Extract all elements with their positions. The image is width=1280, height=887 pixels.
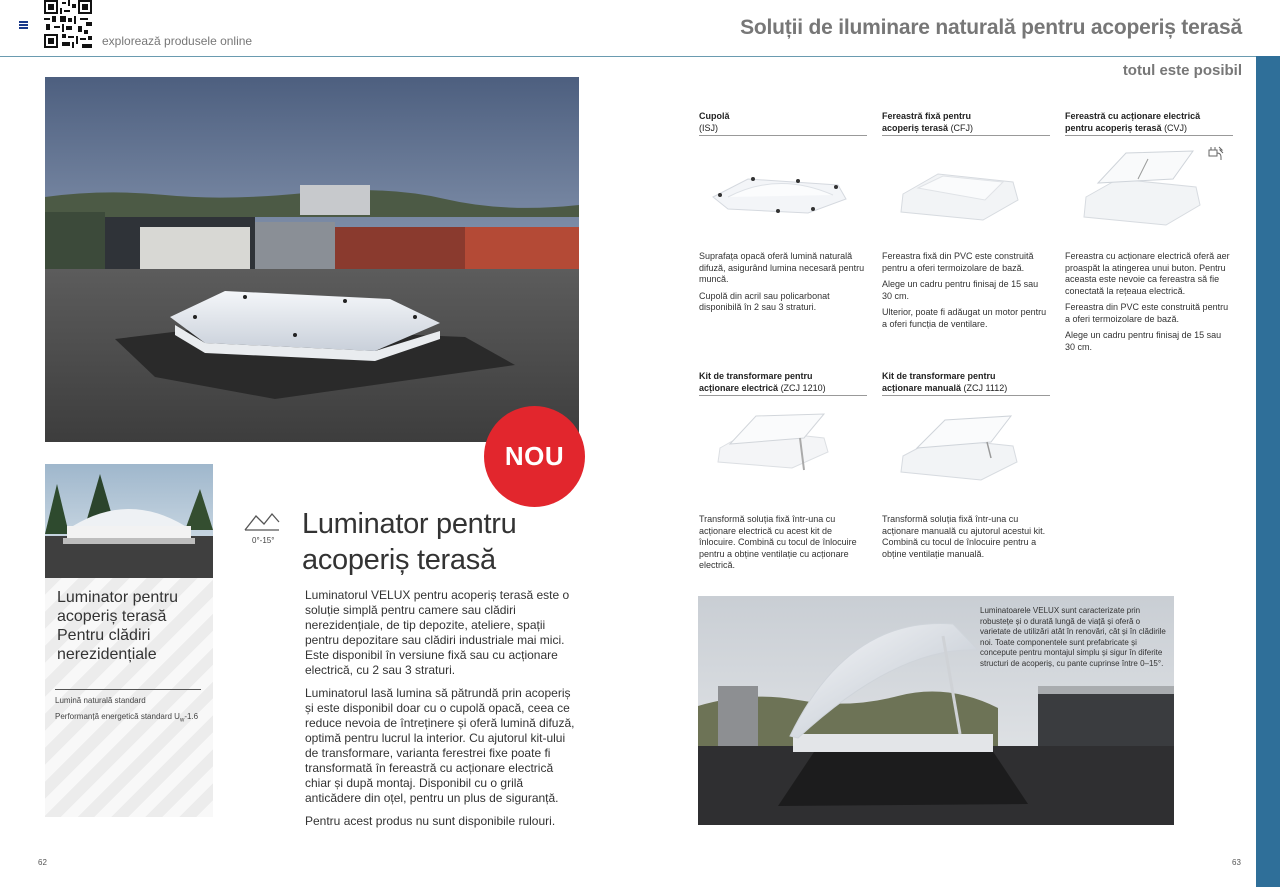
page-number-left: 62 bbox=[38, 858, 47, 867]
product-cvj-desc: Fereastra cu acționare electrică oferă aer proaspăt la atingerea unui buton. Pentru aceasta este nevoie ca fereastra să fie conectată la rețeaua electrică. Fereastra din PVC este construită pentru a oferi termoizolare de bază. Alege un cadru pentru finisaj de 15 sau 30 cm. bbox=[1065, 251, 1230, 352]
paragraph: Pentru acest produs nu sunt disponibile rulouri. bbox=[305, 814, 556, 828]
photo-caption: Luminatoarele VELUX sunt caracterizate prin robustețe și o durată lungă de viață și oferă o varietate de utilizări atât în renovări, cât și în clădirile noi. Toate componentele sunt prefabricate și concepute pentru montajul simplu și sigur în diferite structuri de acoperiș, cu pante cuprinse între 0–15°. bbox=[980, 606, 1166, 668]
new-badge-text: NOU bbox=[504, 441, 565, 471]
spec-daylight: Lumină naturală standard bbox=[55, 696, 146, 705]
spec-energy: Performanță energetică standard $U_w-1.6$ bbox=[55, 712, 199, 724]
product-heading: Cupolă (ISJ) bbox=[699, 110, 867, 136]
product-cvj bbox=[1065, 110, 1233, 136]
menu-icon[interactable] bbox=[19, 21, 28, 28]
thumbnail-photo bbox=[45, 464, 213, 578]
panel-title: Luminator pentru acoperiș terasă Pentru clădiri nerezidențiale bbox=[57, 589, 178, 663]
manual-kit-product-image bbox=[895, 408, 1025, 488]
page-header-title: Soluții de iluminare naturală pentru acoperiș terasă bbox=[740, 16, 1242, 39]
fixed-window-product-image bbox=[893, 158, 1023, 228]
page-number-right: 63 bbox=[1232, 858, 1241, 867]
product-title: Luminator pentru acoperiș terasă bbox=[302, 508, 517, 576]
product-zcj-1112 bbox=[882, 370, 1050, 396]
product-description bbox=[305, 588, 580, 837]
roof-slope-label: 0°-15° bbox=[252, 536, 275, 545]
page-edge-bar bbox=[1256, 56, 1280, 887]
electric-plug-icon bbox=[1207, 145, 1225, 161]
explore-online-link[interactable]: explorează produsele online bbox=[102, 34, 253, 48]
page-subtitle: totul este posibil bbox=[1122, 62, 1242, 79]
product-cfj bbox=[882, 110, 1050, 136]
product-zcj-1112-desc: Transformă soluția fixă într-una cu acționare manuală cu ajutorul acestui kit. Combină cu tocul de înlocuire pentru a obține ventilație manuală. bbox=[882, 514, 1046, 559]
qr-code-icon[interactable] bbox=[44, 0, 92, 48]
product-heading: Kit de transformare pentru acționare electrică (ZCJ 1210) bbox=[699, 370, 867, 396]
roof-slope-icon bbox=[244, 510, 282, 545]
paragraph: Luminatorul lasă lumina să pătrundă prin acoperiș și este disponibil doar cu o cupolă opacă, ceea ce reduce nevoia de întreținere și oferă lumină difuză, optimă pentru lucrul la interior. Cu ajutorul kit-ului de transformare, varianta ferestrei fixe poate fi transformată în fereastră cu acționare electrică chiar și după montaj. Disponibil cu o grilă anticădere din oțel, pentru un plus de siguranță. bbox=[305, 686, 575, 805]
product-cfj-desc: Fereastra fixă din PVC este construită pentru a oferi termoizolare de bază. Alege un cadru pentru finisaj de 15 sau 30 cm. Ulterior, poate fi adăugat un motor pentru a oferi funcția de ventilare. bbox=[882, 251, 1047, 329]
dome-product-image bbox=[708, 165, 848, 220]
roof-slope-label: 0°-15° bbox=[474, 38, 497, 47]
new-badge bbox=[484, 406, 585, 507]
product-heading: Kit de transformare pentru acționare manuală (ZCJ 1112) bbox=[882, 370, 1050, 396]
header-divider bbox=[0, 56, 1256, 57]
product-zcj-1210 bbox=[699, 370, 867, 396]
product-isj-desc: Suprafața opacă oferă lumină naturală difuză, asigurând lumina necesară pentru muncă. Cupolă din acril sau policarbonat disponibilă în 2 sau 3 straturi. bbox=[699, 251, 865, 312]
electric-window-product-image bbox=[1078, 145, 1208, 230]
product-zcj-1210-desc: Transformă soluția fixă într-una cu acționare electrică cu acest kit de înlocuire. Combină cu tocul de înlocuire pentru a obține ventilație cu acționare electrică. bbox=[699, 514, 857, 570]
panel-divider bbox=[55, 689, 201, 690]
product-summary-panel bbox=[45, 578, 213, 817]
product-isj bbox=[699, 110, 867, 136]
electric-kit-product-image bbox=[712, 408, 832, 488]
hero-skylight-photo bbox=[45, 77, 579, 442]
product-heading: Fereastră cu acționare electrică pentru acoperiș terasă (CVJ) bbox=[1065, 110, 1233, 136]
product-heading: Fereastră fixă pentru acoperiș terasă (CFJ) bbox=[882, 110, 1050, 136]
roof-slope-icon bbox=[466, 12, 506, 47]
paragraph: Luminatorul VELUX pentru acoperiș terasă este o soluție simplă pentru camere sau clădiri nerezidențiale, de tip depozite, ateliere, spații pentru depozitare sau clădiri industriale mai mici. Este disponibil în versiune fixă sau cu acționare electrică, cu 2 sau 3 straturi. bbox=[305, 588, 570, 677]
